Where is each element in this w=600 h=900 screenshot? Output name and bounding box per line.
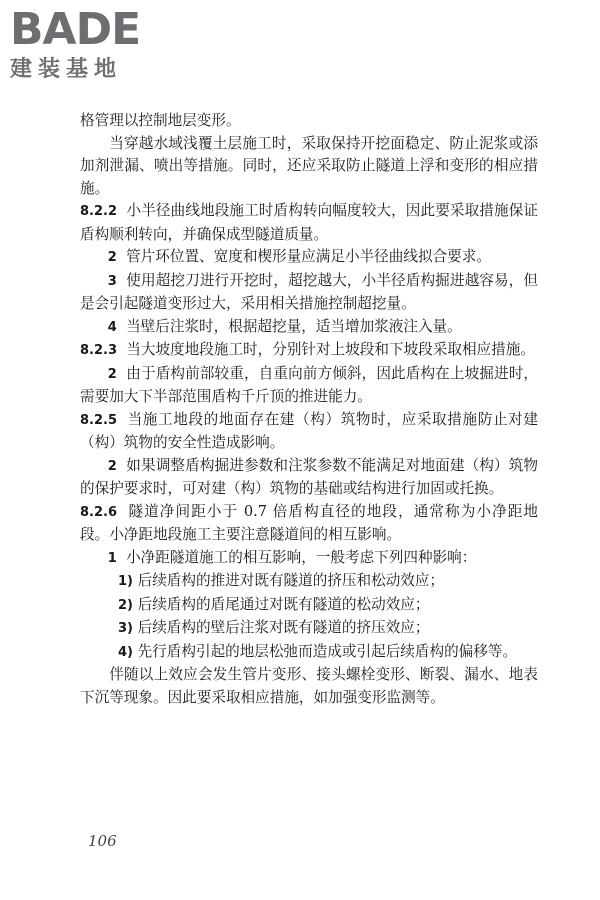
clause-number: 8.2.2 — [80, 204, 118, 219]
sub-item-number: 3) — [117, 621, 133, 636]
document-body — [80, 110, 538, 709]
logo-subtitle: 建装基地 — [10, 57, 123, 82]
clause-paragraph: 8.2.2 小半径曲线地段施工时盾构转向幅度较大，因此要采取措施保证盾构顺利转向，并确保成型隧道质量。 — [80, 202, 538, 243]
item-paragraph: 4 当壁后注浆时，根据超挖量，适当增加浆液注入量。 — [107, 317, 462, 335]
item-number: 4 — [107, 319, 117, 335]
clause-paragraph: 8.2.5 当施工地段的地面存在建（构）筑物时，应采取措施防止对建（构）筑物的安全性造成影响。 — [80, 410, 538, 451]
item-paragraph: 1 小净距隧道施工的相互影响，一般考虑下列四种影响： — [107, 548, 477, 566]
paragraph: 当穿越水域浅覆土层施工时，采取保持开挖面稳定、防止泥浆或添加剂泄漏、喷出等措施。同时，还应采取防止隧道上浮和变形的相应措施。 — [80, 134, 538, 197]
paragraph: 格管理以控制地层变形。 — [80, 112, 241, 129]
item-number: 1 — [107, 550, 117, 566]
item-paragraph: 2 如果调整盾构掘进参数和注浆参数不能满足对地面建（构）筑物的保护要求时，可对建（构）筑物的基础或结构进行加固或托换。 — [80, 456, 538, 497]
item-number: 2 — [107, 366, 117, 382]
sub-item: 4) 先行盾构引起的地层松弛而造成或引起后续盾构的偏移等。 — [117, 642, 518, 660]
item-paragraph: 2 由于盾构前部较重，自重向前方倾斜，因此盾构在上坡掘进时，需要加大下半部范围盾构千斤顶的推进能力。 — [80, 364, 538, 405]
paragraph: 伴随以上效应会发生管片变形、接头螺栓变形、断裂、漏水、地表下沉等现象。因此要采取相应措施，如加强变形监测等。 — [80, 666, 538, 706]
clause-number: 8.2.3 — [80, 343, 118, 358]
page-number: 106 — [88, 832, 117, 850]
sub-item: 1) 后续盾构的推进对既有隧道的挤压和松动效应； — [117, 572, 445, 589]
item-number: 2 — [107, 458, 117, 474]
item-number: 2 — [107, 250, 117, 265]
clause-number: 8.2.5 — [80, 412, 118, 428]
clause-paragraph: 8.2.6 隧道净间距小于 0.7 倍盾构直径的地段，通常称为小净距地段。小净距地段施工主要注意隧道间的相互影响。 — [80, 502, 539, 543]
logo — [10, 4, 141, 84]
item-number: 3 — [107, 273, 117, 289]
sub-item-number: 1) — [117, 574, 133, 589]
item-paragraph: 2 管片环位置、宽度和楔形量应满足小半径曲线拟合要求。 — [107, 248, 491, 265]
sub-item-number: 4) — [117, 644, 133, 660]
item-paragraph: 3 使用超挖刀进行开挖时，超挖越大，小半径盾构掘进越容易，但是会引起隧道变形过大，采用相关措施控制超挖量。 — [80, 271, 538, 312]
sub-item-number: 2) — [117, 597, 133, 613]
logo-wordmark: BADE — [10, 4, 141, 55]
sub-item: 2) 后续盾构的盾尾通过对既有隧道的松动效应； — [117, 595, 430, 613]
sub-item: 3) 后续盾构的壁后注浆对既有隧道的挤压效应； — [117, 619, 430, 636]
clause-paragraph: 8.2.3 当大坡度地段施工时，分别针对上坡段和下坡段采取相应措施。 — [80, 341, 535, 358]
clause-number: 8.2.6 — [80, 504, 118, 520]
